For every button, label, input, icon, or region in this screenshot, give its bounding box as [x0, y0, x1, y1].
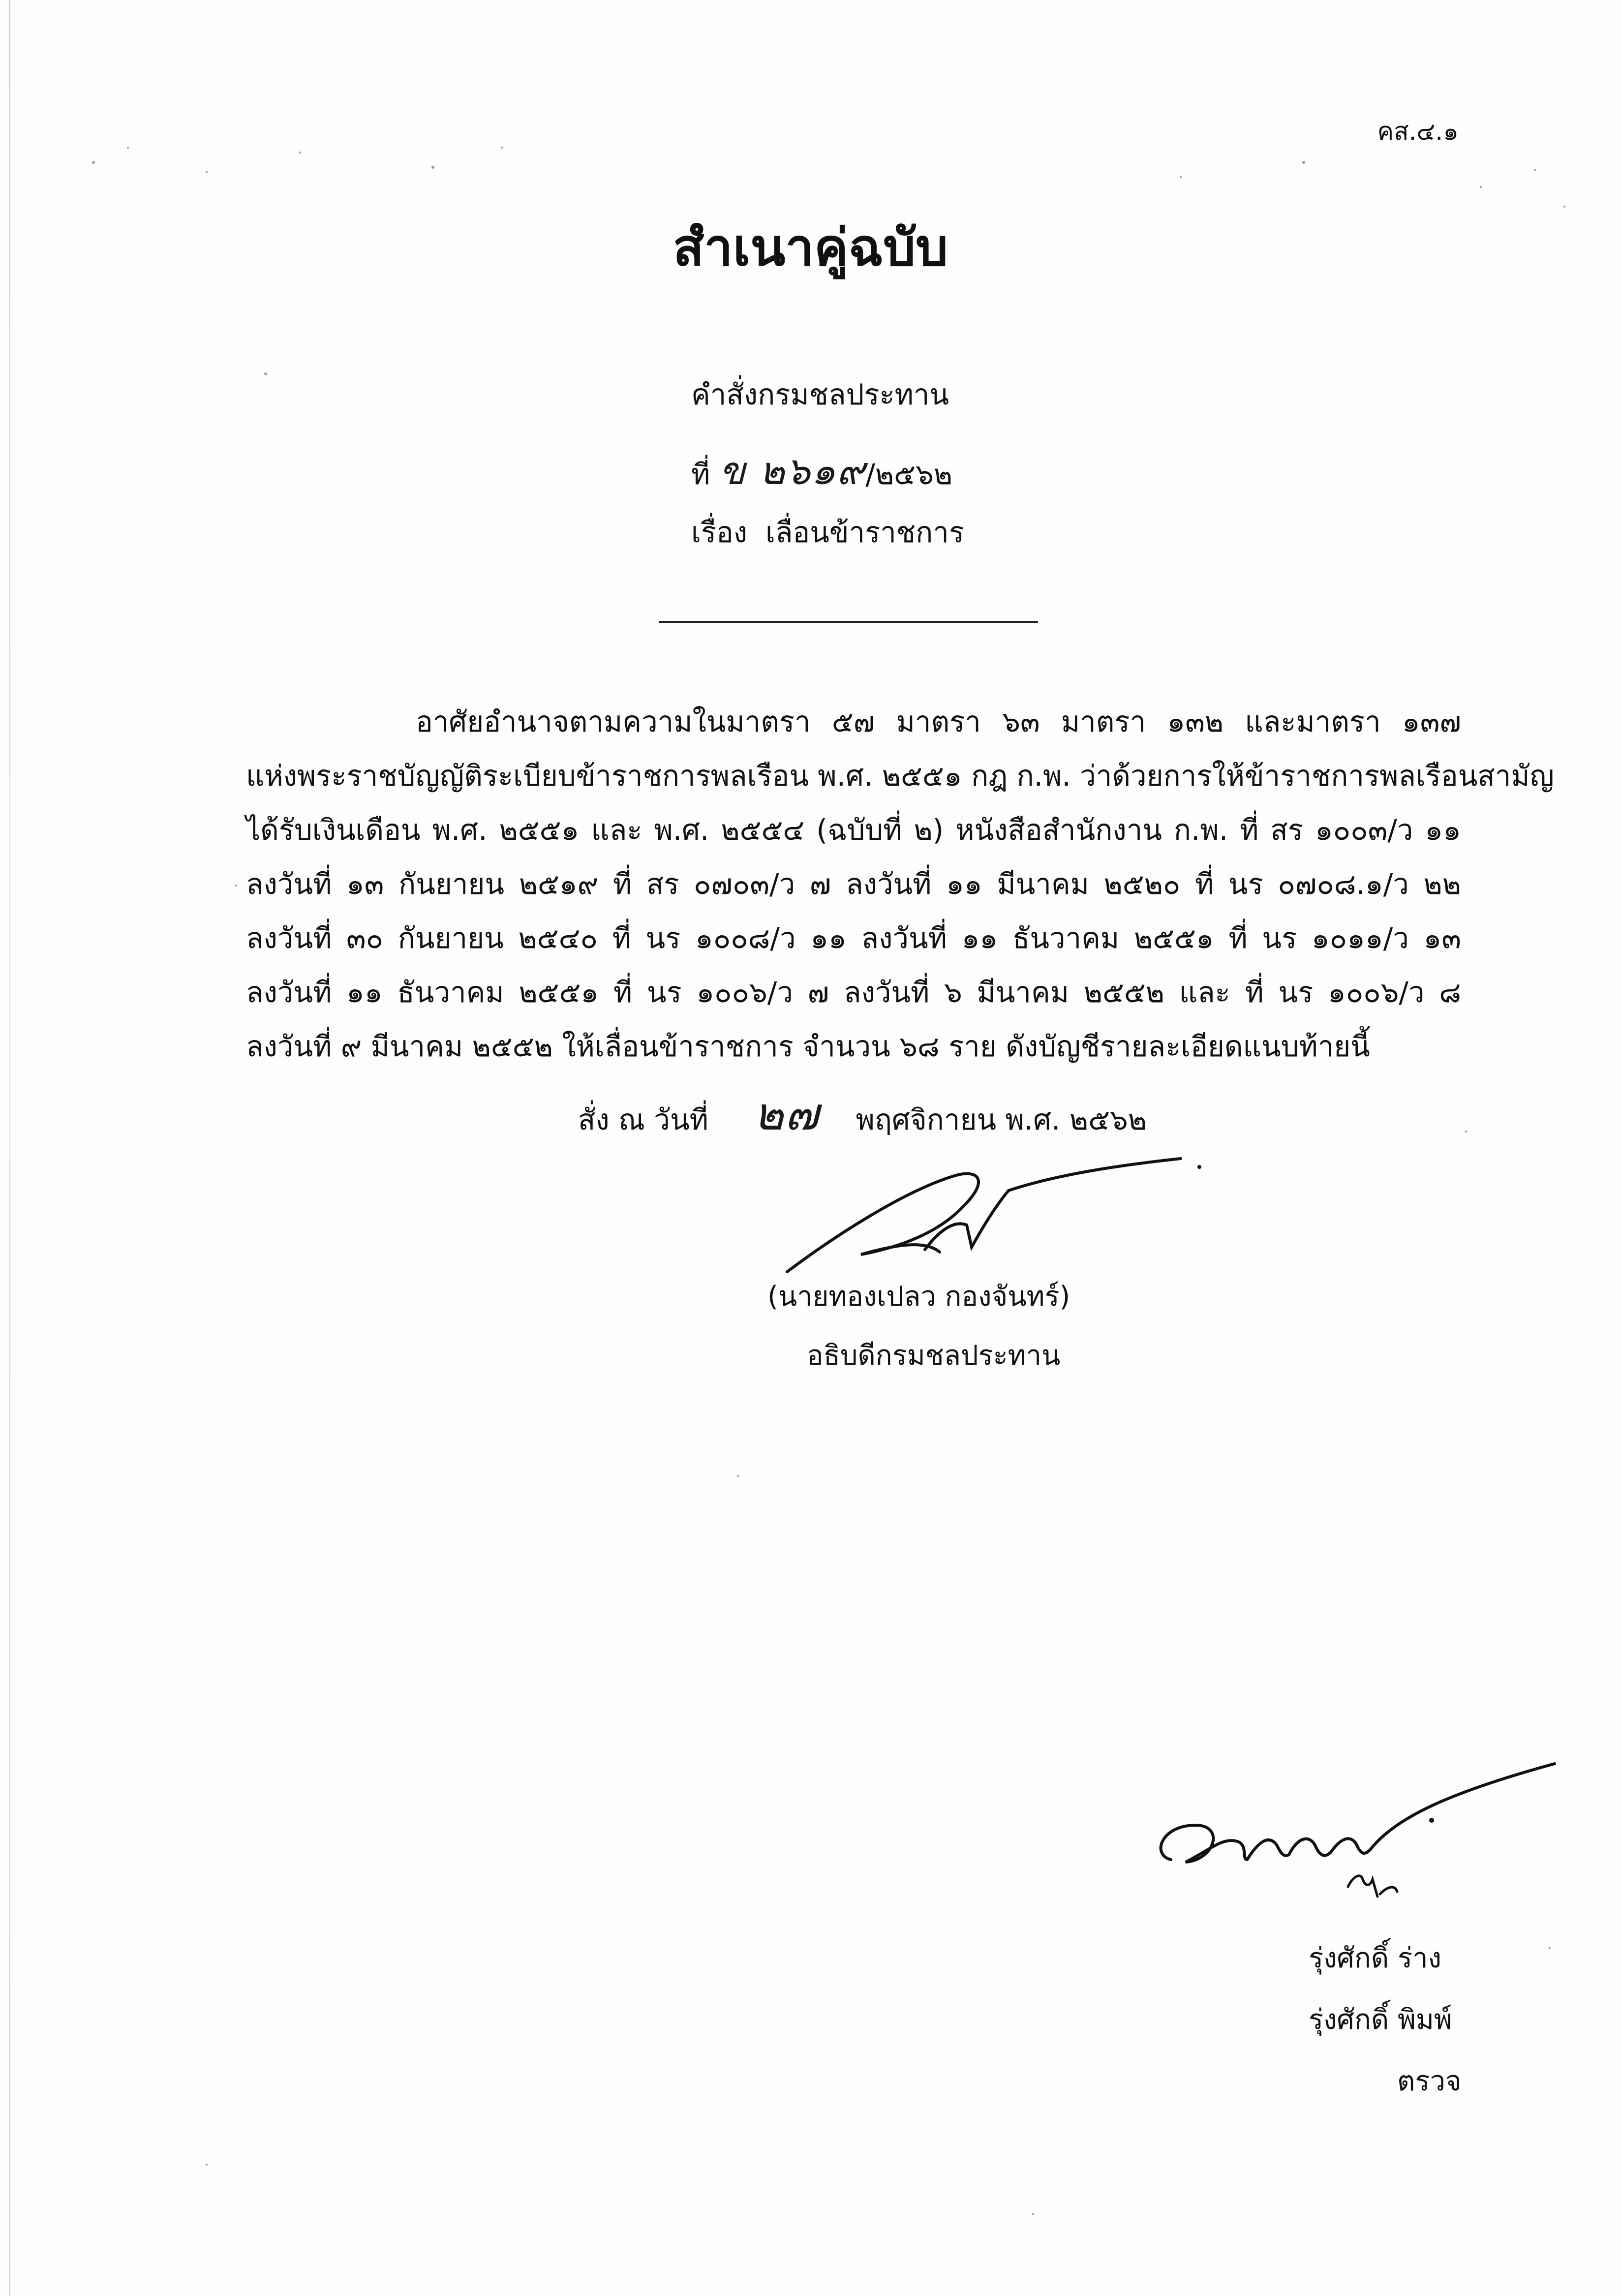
scan-edge: [9, 0, 10, 2296]
document-title: สำเนาคู่ฉบับ: [673, 217, 948, 277]
header-rule: [659, 621, 1038, 623]
order-number-line: [691, 440, 952, 501]
body-line: ลงวันที่ ๓๐ กันยายน ๒๕๔๐ ที่ นร ๑๐๐๘/ว ๑๑ ลงวันที่ ๑๑ ธันวาคม ๒๕๕๑ ที่ นร ๑๐๑๑/ว ๑๓: [246, 921, 1461, 955]
body-line: ลงวันที่ ๙ มีนาคม ๒๕๕๒ ให้เลื่อนข้าราชการ จำนวน ๖๘ ราย ดังบัญชีรายละเอียดแนบท้ายนี้: [246, 1030, 1370, 1063]
order-subject: เลื่อนข้าราชการ: [765, 516, 965, 549]
order-date-line: [578, 1077, 1147, 1150]
staff-typed: รุ่งศักดิ์ พิมพ์: [1309, 2004, 1452, 2036]
order-number-handwritten: ข ๒๖๑๙: [719, 449, 866, 493]
director-signature: [777, 1146, 1220, 1279]
order-number-label: ที่: [691, 458, 710, 491]
order-subject-line: [691, 509, 964, 555]
body-line: ลงวันที่ ๑๓ กันยายน ๒๕๑๙ ที่ สร ๐๗๐๓/ว ๗ ลงวันที่ ๑๑ มีนาคม ๒๕๒๐ ที่ นร ๐๗๐๘.๑/ว ๒๒: [246, 867, 1461, 901]
order-date-prefix: สั่ง ณ วันที่: [578, 1103, 708, 1136]
body-line: อาศัยอำนาจตามความในมาตรา ๕๗ มาตรา ๖๓ มาตรา ๑๓๒ และมาตรา ๑๓๗: [416, 705, 1461, 738]
order-number-year: /๒๕๖๒: [865, 458, 953, 491]
body-line: ได้รับเงินเดือน พ.ศ. ๒๕๕๑ และ พ.ศ. ๒๕๕๔ (ฉบับที่ ๒) หนังสือสำนักงาน ก.พ. ที่ สร ๑๐๐๓/ว ๑๑: [246, 813, 1461, 847]
body-line: แห่งพระราชบัญญัติระเบียบข้าราชการพลเรือน พ.ศ. ๒๕๕๑ กฎ ก.พ. ว่าด้วยการให้ข้าราชการพลเรือนสามัญ: [246, 759, 1554, 793]
form-code: คส.๔.๑: [1377, 117, 1459, 146]
staff-checked: ตรวจ: [1397, 2065, 1462, 2097]
order-subject-label: เรื่อง: [691, 516, 748, 549]
check-signature: [1141, 1761, 1584, 1909]
order-date-day-handwritten: ๒๗: [754, 1088, 820, 1140]
signatory-name: (นายทองเปลว กองจันทร์): [767, 1281, 1070, 1313]
staff-drafted: รุ่งศักดิ์ ร่าง: [1309, 1942, 1441, 1974]
order-issuer: คำสั่งกรมชลประทาน: [691, 378, 949, 411]
signatory-title: อธิบดีกรมชลประทาน: [807, 1340, 1061, 1372]
body-line: ลงวันที่ ๑๑ ธันวาคม ๒๕๕๑ ที่ นร ๑๐๐๖/ว ๗ ลงวันที่ ๖ มีนาคม ๒๕๕๒ และ ที่ นร ๑๐๐๖/ว ๘: [246, 976, 1461, 1009]
order-date-suffix: พฤศจิกายน พ.ศ. ๒๕๖๒: [856, 1103, 1147, 1136]
